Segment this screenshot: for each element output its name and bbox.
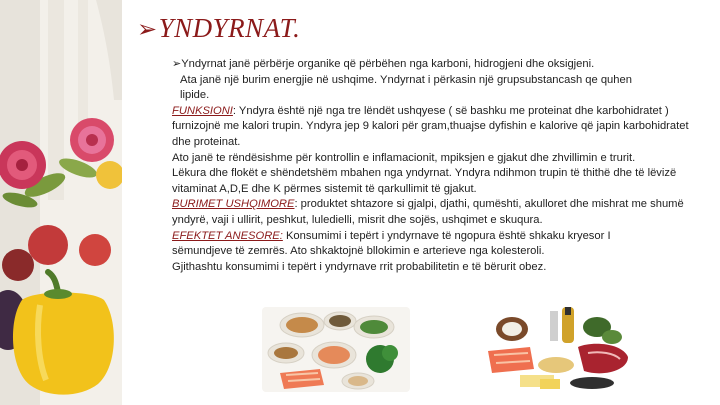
page-title	[137, 13, 300, 44]
paragraph-function: FUNKSIONI: Yndyra është një nga tre lëndët ushqyese ( së bashku me proteinat dhe karbohidratet ) furnizojnë me kalori trupin. Yndyra jep 9 kalori për gram,thuajse dyfishin e kalorive që japin karbohidratet dhe proteinat.	[172, 104, 689, 148]
paragraph-obesity: Gjithashtu konsumimi i tepërt i yndyrnave rrit probabilitetin e të bërurit obez.	[172, 260, 547, 273]
label-side-effects: EFEKTET ANESORE:	[172, 229, 283, 242]
healthy-fats-food-image	[262, 307, 410, 392]
label-sources: BURIMET USHQIMORE	[172, 198, 295, 211]
paragraph-skin-hair: Lëkura dhe flokët e shëndetshëm mbahen nga yndyrnat. Yndyra ndihmon trupin të thithë dhe të lëvizë vitaminat A,D,E dhe K përmes sistemit të qarkullimit të gjakut.	[172, 167, 677, 195]
content-body	[172, 57, 692, 275]
paragraph-heart-disease: sëmundjeve të zemrës. Ato shkaktojnë bllokimin e arterieve nga kolesteroli.	[172, 245, 545, 258]
paragraph-lipids: lipide.	[180, 89, 210, 102]
paragraph-importance: Ato janë te rëndësishme për kontrollin e inflamacionit, mpiksjen e gjakut dhe zhvillimin e trurit.	[172, 151, 636, 164]
paragraph-side-effects: EFEKTET ANESORE: Konsumimi i tepërt i yndyrnave të ngopura është shkaku kryesor I	[172, 229, 611, 242]
arrowhead-bullet-icon: ➢	[172, 58, 182, 70]
decorative-vegetables-image	[0, 0, 122, 405]
fatty-foods-image	[482, 307, 630, 392]
arrowhead-bullet-icon: ➢	[137, 17, 158, 43]
paragraph-definition: ➢Yndyrnat janë përbërje organike që përbëhen nga karboni, hidrogjeni dhe oksigjeni.	[172, 58, 595, 70]
paragraph-energy: Ata janë një burim energjie në ushqime. Yndyrnat i përkasin një grupsubstancash qe quhen	[180, 73, 632, 86]
label-function: FUNKSIONI	[172, 104, 233, 117]
title-text: YNDYRNAT.	[158, 13, 301, 43]
paragraph-sources: BURIMET USHQIMORE: produktet shtazore si gjalpi, djathi, qumështi, akulloret dhe mishrat me shumë yndyrë, vaji i ullirit, peshkut, luledielli, misrit dhe sojës, ushqimet e skuqura.	[172, 198, 684, 226]
